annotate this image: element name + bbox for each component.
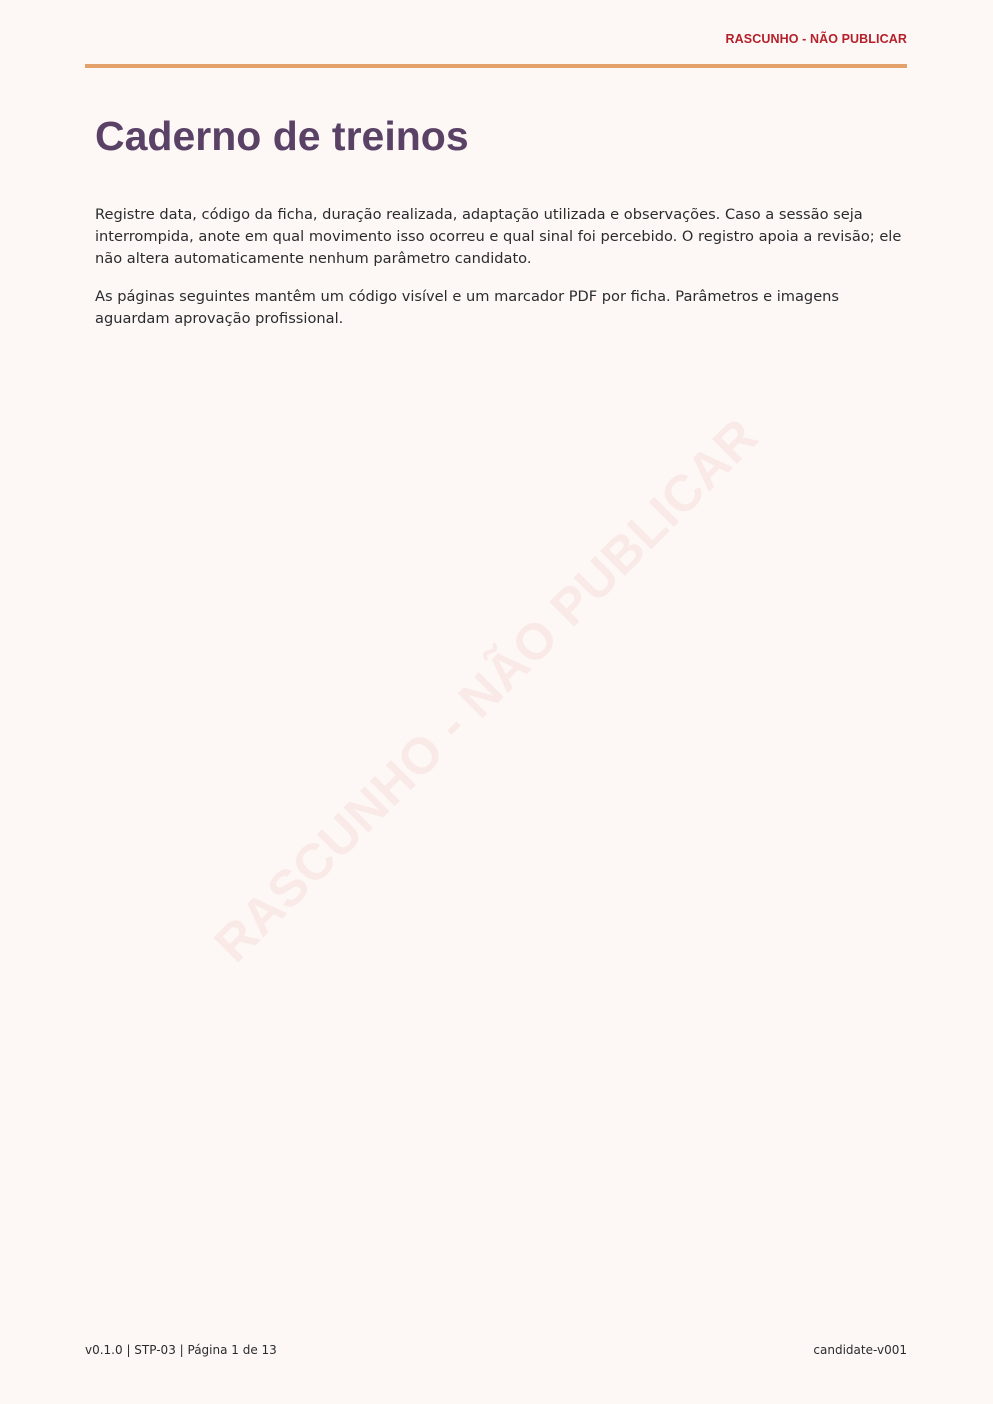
notes-paragraph: As páginas seguintes mantêm um código visível e um marcador PDF por ficha. Parâmetros e imagens aguardam aprovação profissional.	[95, 288, 840, 327]
draft-watermark: RASCUNHO - NÃO PUBLICAR	[203, 407, 769, 973]
draft-status-label: RASCUNHO - NÃO PUBLICAR	[725, 32, 907, 46]
footer-candidate-id: candidate-v001	[813, 1343, 907, 1357]
page-title: Caderno de treinos	[95, 113, 469, 159]
footer-version-page-info: v0.1.0 | STP-03 | Página 1 de 13	[85, 1343, 277, 1357]
header-divider	[85, 64, 907, 68]
intro-paragraph: Registre data, código da ficha, duração realizada, adaptação utilizada e observações. Caso a sessão seja interrompida, anote em qual movimento isso ocorreu e qual sinal foi percebido. O registro apoia a revisão; ele não altera automaticamente nenhum parâmetro candidato.	[95, 206, 902, 267]
